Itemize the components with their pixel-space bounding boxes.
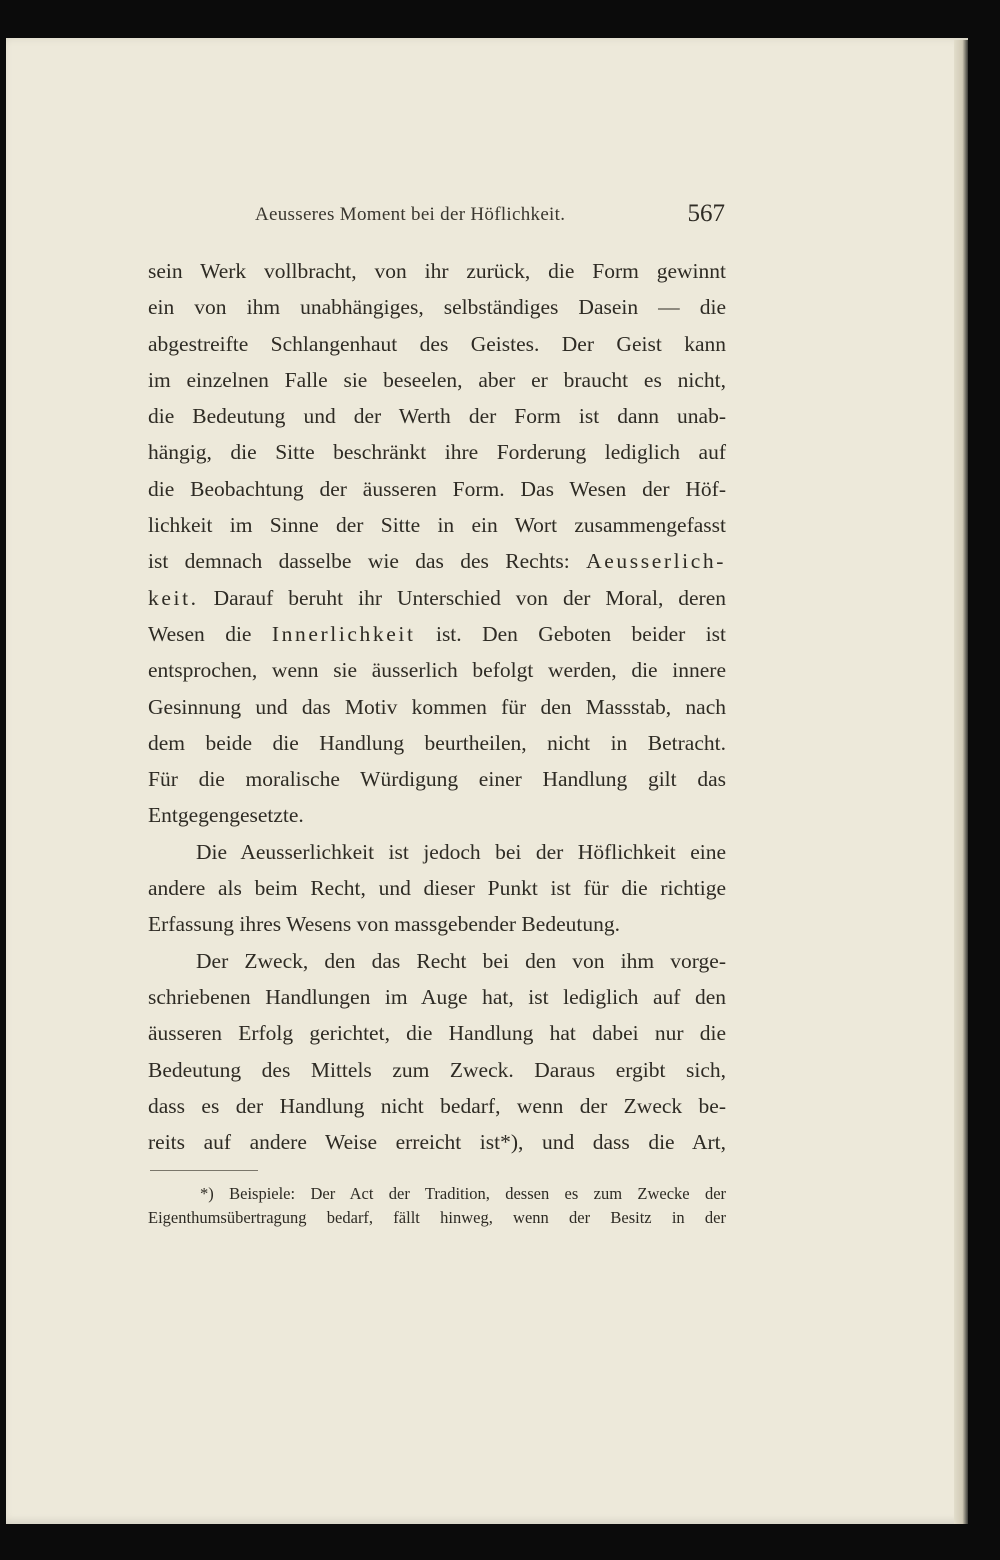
text-line: hängig, die Sitte beschränkt ihre Forderung lediglich auf [148, 440, 726, 465]
emphasized-term: Innerlichkeit [271, 621, 416, 646]
page-number: 567 [687, 200, 725, 227]
text-line: Der Zweck, den das Recht bei den von ihm vorge- [196, 948, 726, 973]
text-line: reits auf andere Weise erreicht ist*), und dass die Art, [148, 1130, 726, 1155]
text-line: äusseren Erfolg gerichtet, die Handlung hat dabei nur die [148, 1021, 726, 1046]
footnote-marker: *) [200, 1184, 214, 1203]
text-line: Erfassung ihres Wesens von massgebender Bedeutung. [148, 912, 620, 937]
text-line: schriebenen Handlungen im Auge hat, ist lediglich auf den [148, 984, 726, 1009]
text-line: lichkeit im Sinne der Sitte in ein Wort zusammengefasst [148, 513, 726, 538]
text-line: im einzelnen Falle sie beseelen, aber er braucht es nicht, [148, 367, 726, 392]
emphasized-term: keit. [148, 585, 199, 610]
page-edge-shadow [954, 40, 968, 1524]
running-header [255, 200, 725, 236]
text-line: Entgegengesetzte. [148, 803, 304, 828]
text-line: sein Werk vollbracht, von ihr zurück, die Form gewinnt [148, 259, 726, 283]
emphasized-term: Aeusserlich- [586, 549, 727, 574]
body-text [148, 253, 726, 1160]
footnote-rule [150, 1170, 258, 1171]
text-line: andere als beim Recht, und dieser Punkt ist für die richtige [148, 876, 726, 901]
text-line: ein von ihm unabhängiges, selbständiges Dasein — die [148, 295, 726, 320]
footnote-line [148, 1182, 726, 1206]
text-line: abgestreifte Schlangenhaut des Geistes. Der Geist kann [148, 331, 726, 356]
footnote-line: Eigenthumsübertragung bedarf, fällt hinweg, wenn der Besitz in der [148, 1208, 726, 1227]
text-line: dem beide die Handlung beurtheilen, nicht in Betracht. [148, 730, 726, 755]
text-line: entsprochen, wenn sie äusserlich befolgt werden, die innere [148, 658, 726, 683]
running-title: Aeusseres Moment bei der Höflichkeit. [255, 204, 566, 225]
footnote-text: Der Act der Tradition, dessen es zum Zwecke der [310, 1184, 727, 1203]
text-line [148, 616, 726, 652]
text-line [148, 580, 726, 616]
text-line: Die Aeusserlichkeit ist jedoch bei der Höflichkeit eine [196, 839, 726, 864]
footnote-lead: Beispiele: [229, 1184, 296, 1203]
text-line: die Bedeutung und der Werth der Form ist dann unab- [148, 404, 726, 429]
text-line: Bedeutung des Mittels zum Zweck. Daraus ergibt sich, [148, 1057, 726, 1082]
text-line [148, 543, 726, 579]
footnote [148, 1182, 726, 1230]
text-line: Für die moralische Würdigung einer Handlung gilt das [148, 767, 726, 792]
text-segment: ist demnach dasselbe wie das des Rechts: [148, 549, 570, 574]
text-line: Gesinnung und das Motiv kommen für den Massstab, nach [148, 694, 726, 719]
text-segment: Wesen die [148, 621, 252, 646]
text-line: dass es der Handlung nicht bedarf, wenn der Zweck be- [148, 1093, 726, 1118]
text-line: die Beobachtung der äusseren Form. Das Wesen der Höf- [148, 476, 726, 501]
text-segment: Darauf beruht ihr Unterschied von der Moral, deren [213, 585, 727, 610]
text-segment: ist. Den Geboten beider ist [435, 621, 727, 646]
